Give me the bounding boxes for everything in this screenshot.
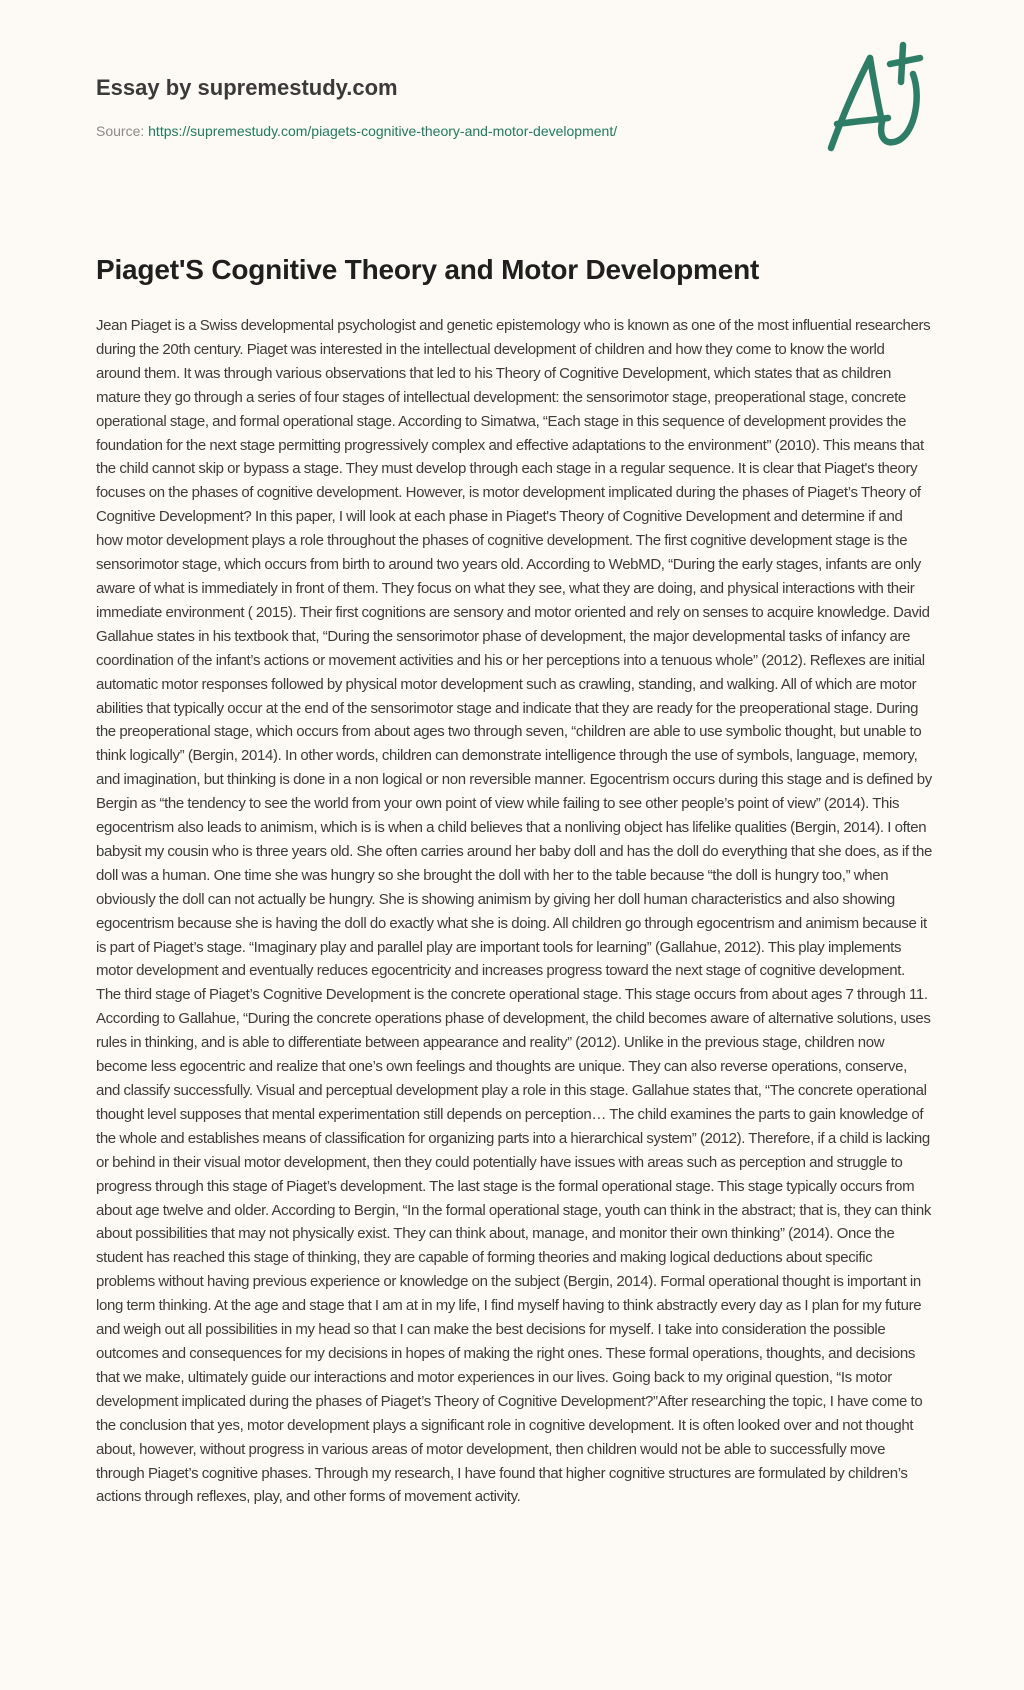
source-label: Source: — [96, 123, 145, 139]
source-link[interactable]: https://supremestudy.com/piagets-cognitive-theory-and-motor-development/ — [148, 123, 618, 139]
site-title: Essay by supremestudy.com — [96, 75, 398, 100]
a-plus-grade-icon — [822, 38, 932, 168]
essay-body: Jean Piaget is a Swiss developmental psychologist and genetic epistemology who is known as one of the most influential researchers during the 20th century. Piaget was interested in the intellectual development of children and how they come to know the world around them. It was through various observations that led to his Theory of Cognitive Development, which states that as children mature they go through a series of four stages of intellectual development: the sensorimotor stage, preoperational stage, concrete operational stage, and formal operational stage. According to Simatwa, “Each stage in this sequence of development provides the foundation for the next stage permitting progressively complex and effective adaptations to the environment” (2010). This means that the child cannot skip or bypass a stage. They must develop through each stage in a regular sequence. It is clear that Piaget's theory focuses on the phases of cognitive development. However, is motor development implicated during the phases of Piaget’s Theory of Cognitive Development? In this paper, I will look at each phase in Piaget's Theory of Cognitive Development and determine if and how motor development plays a role throughout the phases of cognitive development. The first cognitive development stage is the sensorimotor stage, which occurs from birth to around two years old. According to WebMD, “During the early stages, infants are only aware of what is immediately in front of them. They focus on what they see, what they are doing, and physical interactions with their immediate environment ( 2015). Their first cognitions are sensory and motor oriented and rely on senses to acquire knowledge. David Gallahue states in his textbook that, “During the sensorimotor phase of development, the major developmental tasks of infancy are coordination of the infant’s actions or movement activities and his or her perceptions into a tenuous whole” (2012). Reflexes are initial automatic motor responses followed by physical motor development such as crawling, standing, and walking. All of which are motor abilities that typically occur at the end of the sensorimotor stage and indicate that they are ready for the preoperational stage. During the preoperational stage, which occurs from about ages two through seven, “children are able to use symbolic thought, but unable to think logically” (Bergin, 2014). In other words, children can demonstrate intelligence through the use of symbols, language, memory, and imagination, but thinking is done in a non logical or non reversible manner. Egocentrism occurs during this stage and is defined by Bergin as “the tendency to see the world from your own point of view while failing to see other people’s point of view” (2014). This egocentrism also leads to animism, which is is when a child believes that a nonliving object has lifelike qualities (Bergin, 2014). I often babysit my cousin who is three years old. She often carries around her baby doll and has the doll do everything that she does, as if the doll was a human. One time she was hungry so she brought the doll with her to the table because “the doll is hungry too,” when obviously the doll can not actually be hungry. She is showing animism by giving her doll human characteristics and also showing egocentrism because she is having the doll do exactly what she is doing. All children go through egocentrism and animism because it is part of Piaget’s stage. “Imaginary play and parallel play are important tools for learning” (Gallahue, 2012). This play implements motor development and eventually reduces egocentricity and increases progress toward the next stage of cognitive development. The third stage of Piaget’s Cognitive Development is the concrete operational stage. This stage occurs from about ages 7 through 11. According to Gallahue, “During the concrete operations phase of development, the child becomes aware of alternative solutions, uses rules in thinking, and is able to differentiate between appearance and reality” (2012). Unlike in the previous stage, children now become less egocentric and realize that one’s own feelings and thoughts are unique. They can also reverse operations, conserve, and classify successfully. Visual and perceptual development play a role in this stage. Gallahue states that, “The concrete operational thought level supposes that mental experimentation still depends on perception… The child examines the parts to gain knowledge of the whole and establishes means of classification for organizing parts into a hierarchical system” (2012). Therefore, if a child is lacking or behind in their visual motor development, then they could potentially have issues with areas such as perception and struggle to progress through this stage of Piaget’s development. The last stage is the formal operational stage. This stage typically occurs from about age twelve and older. According to Bergin, “In the formal operational stage, youth can think in the abstract; that is, they can think about possibilities that may not physically exist. They can think about, manage, and monitor their own thinking” (2014). Once the student has reached this stage of thinking, they are capable of forming theories and making logical deductions about specific problems without having previous experience or knowledge on the subject (Bergin, 2014). Formal operational thought is important in long term thinking. At the age and stage that I am at in my life, I find myself having to think abstractly every day as I plan for my future and weigh out all possibilities in my head so that I can make the best decisions for myself. I take into consideration the possible outcomes and consequences for my decisions in hopes of making the right ones. These formal operations, thoughts, and decisions that we make, ultimately guide our interactions and motor experiences in our lives. Going back to my original question, “Is motor development implicated during the phases of Piaget’s Theory of Cognitive Development?”After researching the topic, I have come to the conclusion that yes, motor development plays a significant role in cognitive development. It is often looked over and not thought about, however, without progress in various areas of motor development, then children would not be able to successfully move through Piaget’s cognitive phases. Through my research, I have found that higher cognitive structures are formulated by children’s actions through reflexes, play, and other forms of movement activity. — [96, 317, 932, 1506]
source-line — [96, 122, 796, 140]
page-header — [96, 74, 796, 140]
essay-title: Piaget'S Cognitive Theory and Motor Development — [96, 254, 760, 285]
